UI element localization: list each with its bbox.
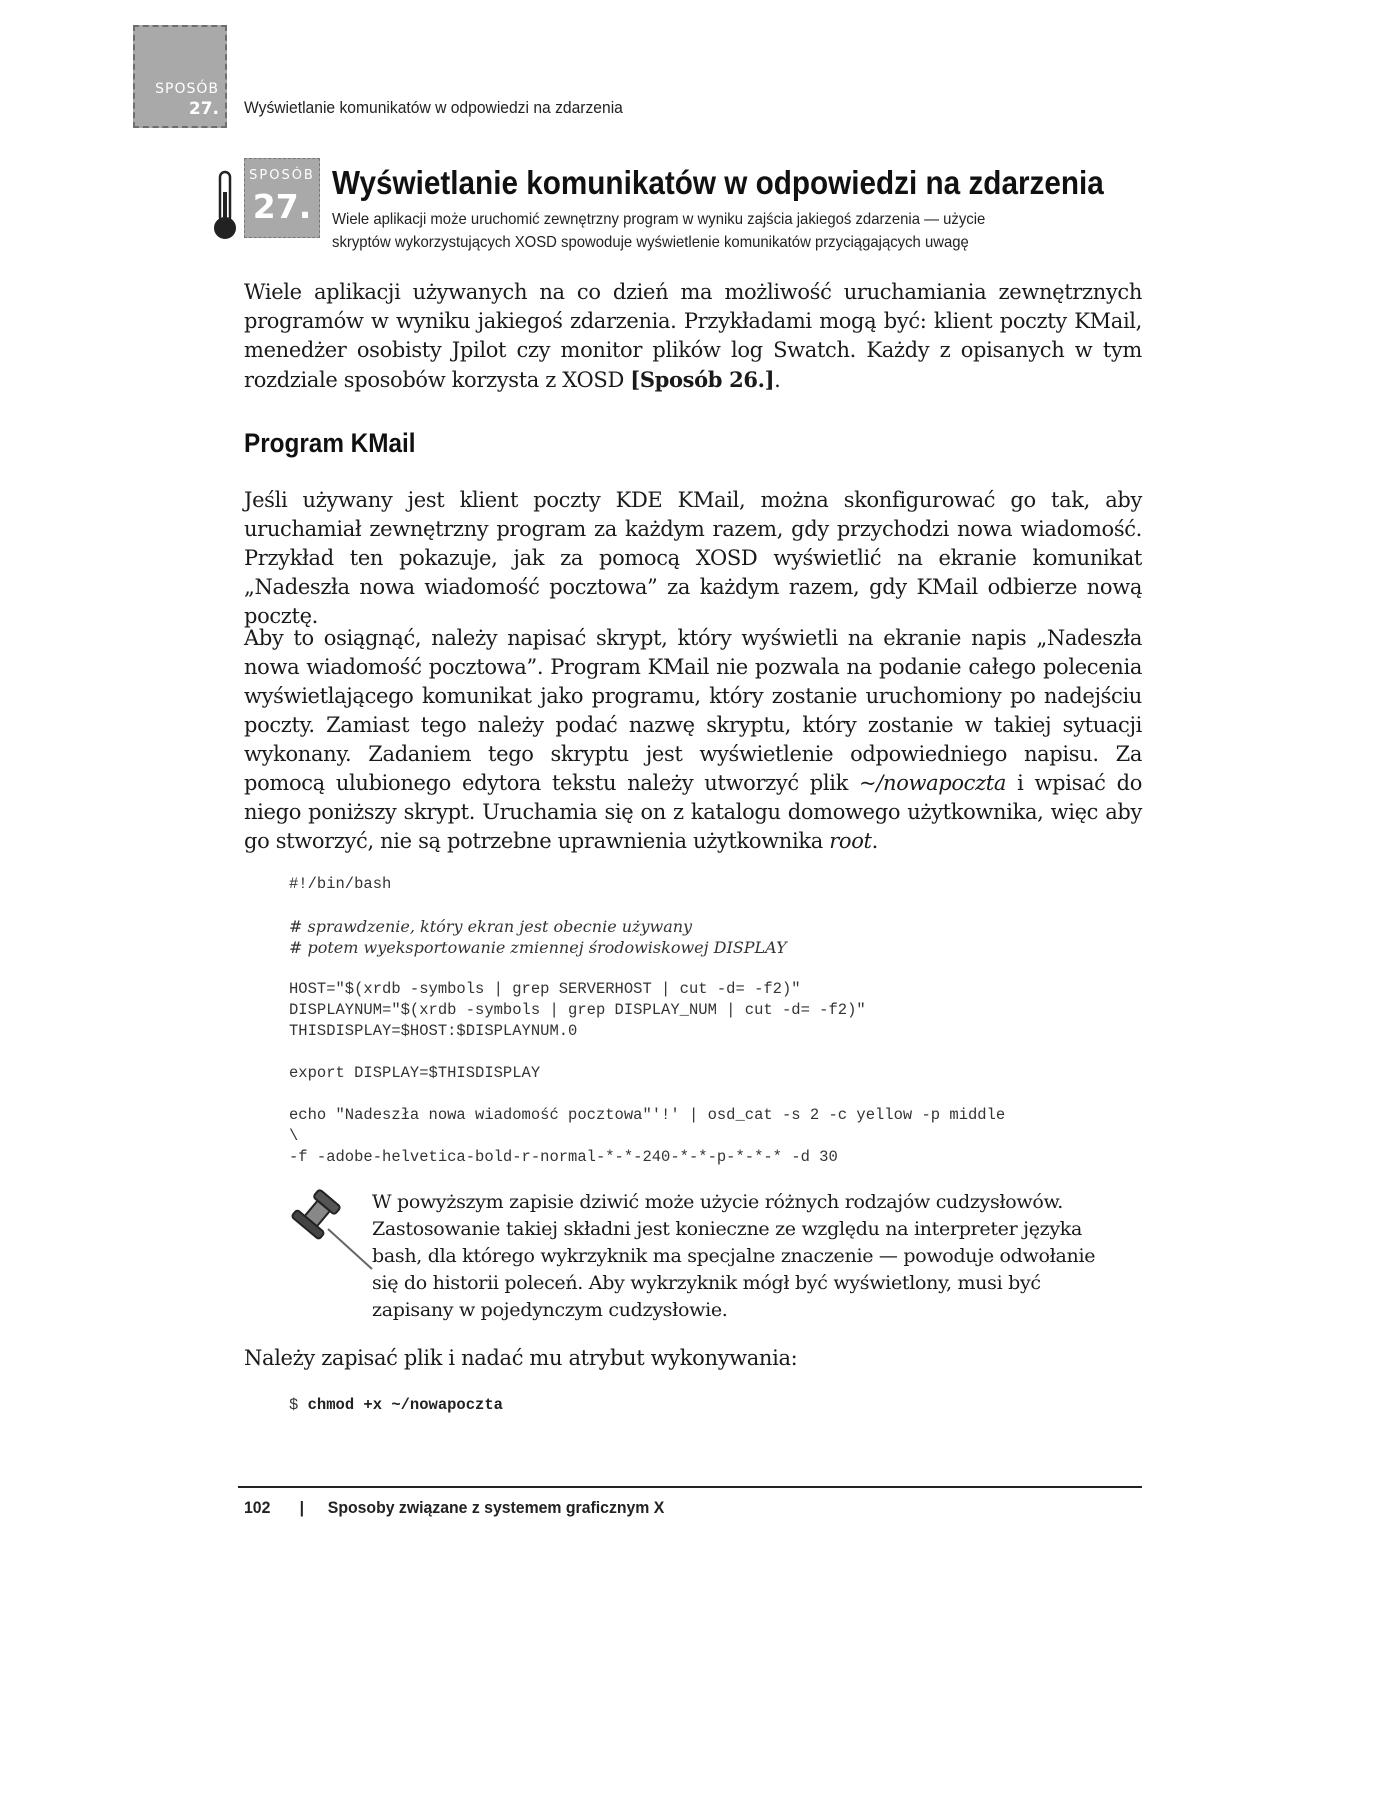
hack-badge-number: 27. [252, 187, 312, 226]
code-line: HOST="$(xrdb -symbols | grep SERVERHOST | cut -d= -f2)" [289, 980, 801, 998]
intro-text: Wiele aplikacji używanych na co dzień ma możliwość uruchamiania zewnętrznych programów w wyniku jakiegoś zdarzenia. Przykładami mogą być: klient poczty KMail, menedżer osobisty Jpilot czy monitor plików log Swatch. Każdy z opisanych w tym rozdziale sposobów korzysta z XOSD [244, 280, 1142, 392]
note-line: się do historii poleceń. Aby wykrzyknik mógł być wyświetlony, musi być [372, 1272, 1041, 1294]
hack-tab-number: 27. [188, 99, 219, 119]
footer-rule [238, 1486, 1142, 1488]
hack-subtitle [332, 208, 1048, 254]
code-shebang: #!/bin/bash [289, 875, 392, 893]
hack-subtitle-line: skryptów wykorzystujących XOSD spowoduje wyświetlenie komunikatów przyciągających uwagę [332, 234, 969, 251]
file-path: ~/nowapoczta [859, 771, 1007, 795]
running-header: Wyświetlanie komunikatów w odpowiedzi na zdarzenia [244, 98, 623, 117]
intro-paragraph [244, 278, 1142, 395]
code-comment: # potem wyeksportowanie zmiennej środowiskowej DISPLAY [289, 938, 787, 957]
chapter-title: Sposoby związane z systemem graficznym X [327, 1498, 665, 1517]
note [372, 1189, 1102, 1324]
code-comment: # sprawdzenie, który ekran jest obecnie używany [289, 917, 693, 936]
hack-badge [244, 158, 320, 238]
hack-badge-label: SPOSÓB [249, 168, 315, 183]
code-line: echo "Nadeszła nowa wiadomość pocztowa"'!' | osd_cat -s 2 -c yellow -p middle [289, 1106, 1006, 1124]
pushpin-icon [286, 1185, 376, 1275]
shell-command-text: chmod +x ~/nowapoczta [307, 1396, 503, 1414]
paragraph-text: i wpisać do niego poniższy skrypt. Uruchamia się on z katalogu domowego użytkownika, więc aby go stworzyć, nie są potrzebne uprawnienia użytkownika [244, 771, 1143, 853]
intro-end: . [774, 368, 781, 392]
footer-separator: | [299, 1498, 305, 1517]
section-heading: Program KMail [244, 428, 416, 458]
code-line: THISDISPLAY=$HOST:$DISPLAYNUM.0 [289, 1022, 578, 1040]
code-line: DISPLAYNUM="$(xrdb -symbols | grep DISPLAY_NUM | cut -d= -f2)" [289, 1001, 866, 1019]
page-footer [244, 1498, 664, 1518]
note-line: bash, dla którego wykrzyknik ma specjalne znaczenie — powoduje odwołanie [372, 1245, 1096, 1267]
after-note-paragraph: Należy zapisać plik i nadać mu atrybut wykonywania: [244, 1346, 798, 1370]
code-line: -f -adobe-helvetica-bold-r-normal-*-*-240-*-*-p-*-*-* -d 30 [289, 1148, 838, 1166]
page-number: 102 [244, 1498, 271, 1517]
note-line: W powyższym zapisie dziwić może użycie różnych rodzajów cudzysłowów. [372, 1191, 1063, 1213]
hack-tab [133, 25, 227, 128]
thermometer-icon [212, 170, 238, 240]
note-line: Zastosowanie takiej składni jest konieczne ze względu na interpreter języka [372, 1218, 1083, 1240]
hack-subtitle-line: Wiele aplikacji może uruchomić zewnętrzny program w wyniku zajścia jakiegoś zdarzenia — użycie [332, 211, 986, 228]
section-paragraph-2 [244, 624, 1142, 856]
paragraph-end: . [871, 829, 878, 853]
hack-reference: [Sposób 26.] [630, 367, 775, 392]
root-user: root [829, 829, 872, 853]
hack-tab-label: SPOSÓB [155, 81, 219, 97]
paragraph-text: Aby to osiągnąć, należy napisać skrypt, który wyświetli na ekranie napis „Nadeszła nowa wiadomość pocztowa”. Program KMail nie pozwala na podanie całego polecenia wyświetlającego komunikat jako programu, który zostanie uruchomiony po nadejściu poczty. Zamiast tego należy podać nazwę skryptu, który zostanie w takiej sytuacji wykonany. Zadaniem tego skryptu jest wyświetlenie odpowiedniego napisu. Za pomocą ulubionego edytora tekstu należy utworzyć plik [244, 626, 1142, 795]
shell-command [289, 1395, 503, 1416]
hack-title: Wyświetlanie komunikatów w odpowiedzi na zdarzenia [332, 164, 1104, 201]
code-line: export DISPLAY=$THISDISPLAY [289, 1064, 541, 1082]
section-paragraph-1: Jeśli używany jest klient poczty KDE KMail, można skonfigurować go tak, aby uruchamiał zewnętrzny program za każdym razem, gdy przychodzi nowa wiadomość. Przykład ten pokazuje, jak za pomocą XOSD wyświetlić na ekranie komunikat „Nadeszła nowa wiadomość pocztowa” za każdym razem, gdy KMail odbierze nową pocztę. [244, 488, 1142, 628]
code-line: \ [289, 1127, 299, 1145]
note-line: zapisany w pojedynczym cudzysłowie. [372, 1299, 728, 1321]
shell-prompt: $ [289, 1396, 308, 1414]
